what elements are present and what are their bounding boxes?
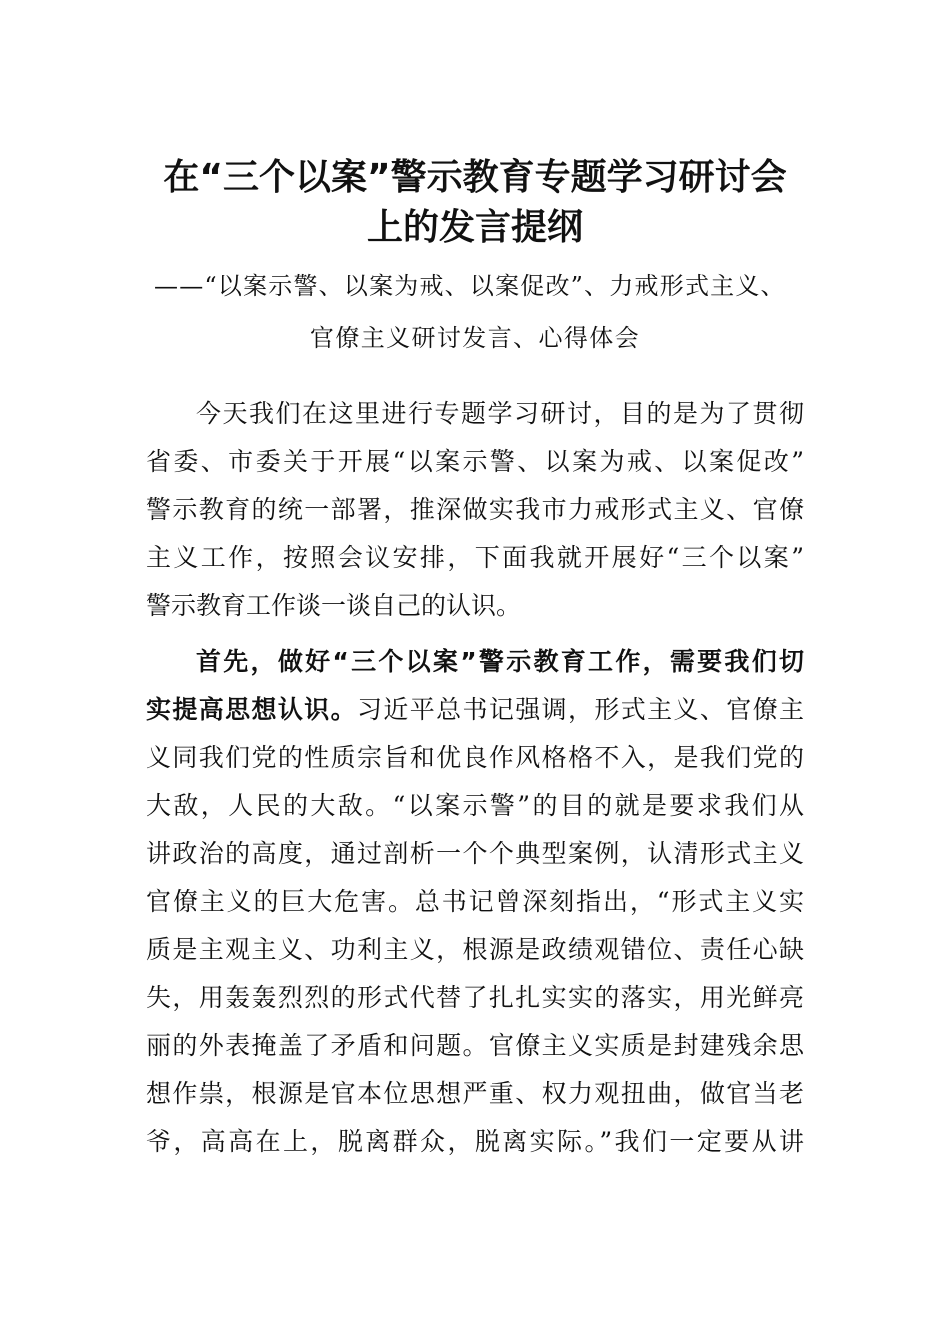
paragraph-2-line: 讲政治的高度，通过剖析一个个典型案例，认清形式主义 (146, 839, 804, 868)
paragraph-2-line: 质是主观主义、功利主义，根源是政绩观错位、责任心缺 (146, 935, 804, 964)
paragraph-2-heading-end: 实提高思想认识。 (146, 695, 357, 724)
document-subtitle-line-2: 官僚主义研讨发言、心得体会 (309, 324, 641, 352)
document-title-line-2: 上的发言提纲 (366, 207, 583, 248)
paragraph-2-line: 失，用轰轰烈烈的形式代替了扎扎实实的落实，用光鲜亮 (146, 983, 804, 1012)
paragraph-2-line: 义同我们党的性质宗旨和优良作风格格不入，是我们党的 (146, 743, 804, 772)
paragraph-2-line: 官僚主义的巨大危害。总书记曾深刻指出，“形式主义实 (146, 887, 804, 916)
paragraph-2-heading: 首先，做好“三个以案”警示教育工作，需要我们切 (196, 647, 804, 676)
paragraph-2-line: 爷，高高在上，脱离群众，脱离实际。”我们一定要从讲 (146, 1127, 804, 1156)
paragraph-2-line: 大敌，人民的大敌。“以案示警”的目的就是要求我们从 (146, 791, 804, 820)
document-title-line-1: 在“三个以案”警示教育专题学习研讨会 (163, 157, 787, 198)
paragraph-2-line: 想作祟，根源是官本位思想严重、权力观扭曲，做官当老 (146, 1079, 804, 1108)
paragraph-1-line: 主义工作，按照会议安排，下面我就开展好“三个以案” (146, 543, 804, 572)
paragraph-1-line: 警示教育工作谈一谈自己的认识。 (146, 591, 522, 620)
paragraph-2-line-rest: 习近平总书记强调，形式主义、官僚主 (357, 695, 804, 724)
paragraph-1-line: 警示教育的统一部署，推深做实我市力戒形式主义、官僚 (146, 495, 804, 524)
paragraph-2-line: 丽的外表掩盖了矛盾和问题。官僚主义实质是封建残余思 (146, 1031, 804, 1060)
paragraph-2-line (146, 692, 804, 728)
paragraph-1-line: 今天我们在这里进行专题学习研讨，目的是为了贯彻 (196, 399, 804, 428)
paragraph-1-line: 省委、市委关于开展“以案示警、以案为戒、以案促改” (146, 447, 804, 476)
document-subtitle-line-1: ——“以案示警、以案为戒、以案促改”、力戒形式主义、 (154, 272, 786, 300)
